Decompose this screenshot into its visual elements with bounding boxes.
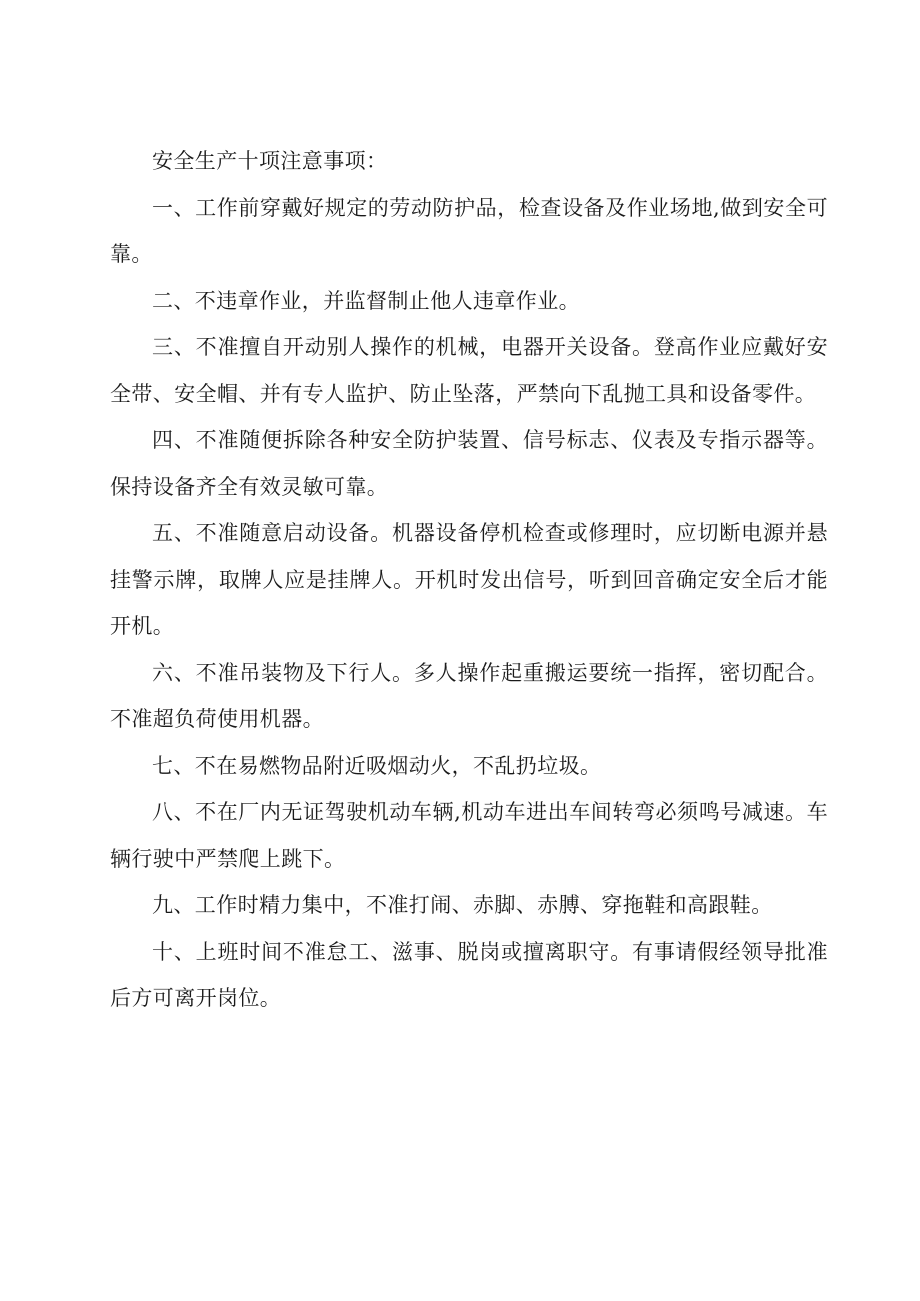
rule-item-9: 九、工作时精力集中，不准打闹、赤脚、赤膊、穿拖鞋和高跟鞋。	[152, 893, 773, 917]
document-heading: 安全生产十项注意事项：	[152, 149, 388, 173]
rule-item-3: 三、不准擅自开动别人操作的机械，电器开关设备。登高作业应戴好安全带、安全帽、并有专人监护、防止坠落，严禁向下乱抛工具和设备零件。	[110, 335, 828, 406]
rule-item-5: 五、不准随意启动设备。机器设备停机检查或修理时，应切断电源并悬挂警示牌，取牌人应是挂牌人。开机时发出信号，听到回音确定安全后才能开机。	[110, 521, 828, 638]
rule-item-6: 六、不准吊装物及下行人。多人操作起重搬运要统一指挥，密切配合。不准超负荷使用机器。	[110, 660, 828, 731]
rule-item-1: 一、工作前穿戴好规定的劳动防护品，检查设备及作业场地,做到安全可靠。	[110, 195, 828, 266]
rule-item-2: 二、不违章作业，并监督制止他人违章作业。	[152, 288, 580, 313]
rule-item-7: 七、不在易燃物品附近吸烟动火，不乱扔垃圾。	[152, 753, 602, 778]
rule-item-10: 十、上班时间不准怠工、滋事、脱岗或擅离职守。有事请假经领导批准后方可离开岗位。	[110, 939, 828, 1010]
document-body	[110, 138, 828, 1022]
rule-item-4: 四、不准随便拆除各种安全防护装置、信号标志、仪表及专指示器等。保持设备齐全有效灵敏可靠。	[110, 428, 828, 499]
rule-item-8: 八、不在厂内无证驾驶机动车辆,机动车进出车间转弯必须鸣号减速。车辆行驶中严禁爬上跳下。	[110, 800, 828, 871]
